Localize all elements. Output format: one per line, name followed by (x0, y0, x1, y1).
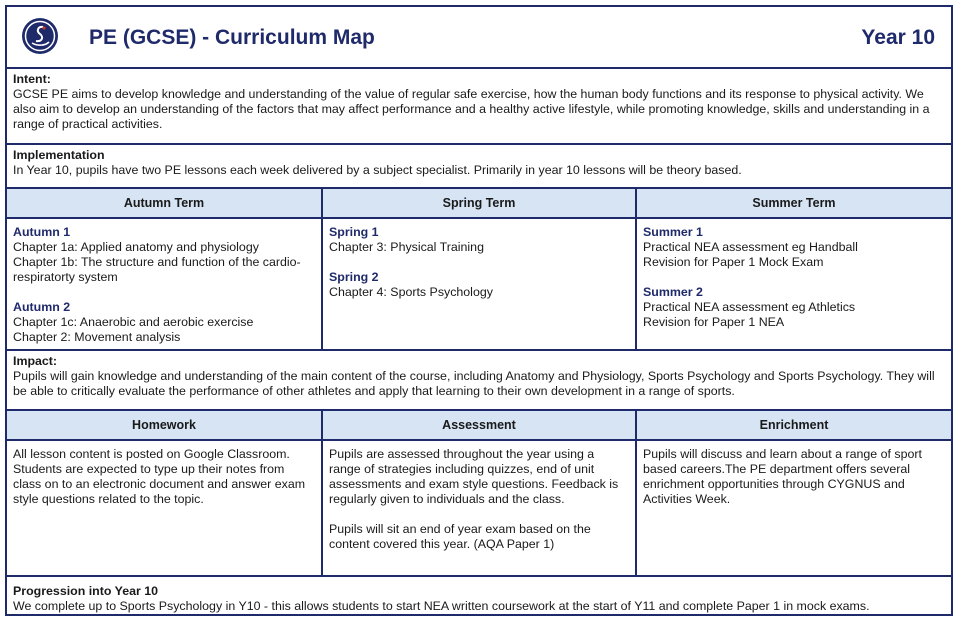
enrichment-heading: Enrichment (637, 411, 951, 439)
summer-2-line: Practical NEA assessment eg Athletics (643, 300, 856, 314)
impact-text: Pupils will gain knowledge and understanding of the main content of the course, including Anatomy and Physiology, Sports Psychology and Sports Psychology. They will be able to critically evaluate the performance of other athletes and apply that learning to their own development in a range of sports. (13, 369, 935, 398)
spring-1-title: Spring 1 (329, 225, 379, 239)
assessment-cell (323, 441, 635, 571)
spring-1-line: Chapter 3: Physical Training (329, 240, 484, 254)
assessment-text: Pupils are assessed throughout the year using a range of strategies including quizzes, end of unit assessments and exam style questions. Feedback is regularly given to individuals and the class. (329, 447, 619, 506)
page-title: PE (GCSE) - Curriculum Map (89, 26, 375, 49)
implementation-text: In Year 10, pupils have two PE lessons each week delivered by a subject specialist. Primarily in year 10 lessons will be theory based. (13, 163, 742, 177)
intent-text: GCSE PE aims to develop knowledge and understanding of the value of regular safe exercise, how the human body functions and its response to physical activity. We also aim to develop an understanding of the factors that may affect performance and a healthy active lifestyle, while promoting knowledge, skills and understanding in a range of practical activities. (13, 87, 930, 131)
impact-section (7, 351, 951, 409)
summer-1-title: Summer 1 (643, 225, 703, 239)
summer-2-line: Revision for Paper 1 NEA (643, 315, 785, 329)
intent-section (7, 69, 951, 143)
intent-label: Intent: (13, 72, 51, 86)
summer-1-line: Revision for Paper 1 Mock Exam (643, 255, 824, 269)
autumn-2-line: Chapter 1c: Anaerobic and aerobic exercise (13, 315, 254, 329)
autumn-1-title: Autumn 1 (13, 225, 71, 239)
homework-cell (7, 441, 321, 571)
enrichment-cell (637, 441, 951, 571)
swan-logo-icon (21, 17, 59, 55)
assessment-text: Pupils will sit an end of year exam based on the content covered this year. (AQA Paper 1) (329, 522, 591, 551)
implementation-section (7, 145, 951, 187)
year-label: Year 10 (861, 26, 935, 49)
spring-term-heading: Spring Term (323, 189, 635, 217)
page-header (7, 7, 951, 67)
summer-2-title: Summer 2 (643, 285, 703, 299)
autumn-term-heading: Autumn Term (7, 189, 321, 217)
progression-section (7, 577, 951, 616)
impact-label: Impact: (13, 354, 58, 368)
spring-2-line: Chapter 4: Sports Psychology (329, 285, 493, 299)
progression-text: We complete up to Sports Psychology in Y10 - this allows students to start NEA written coursework at the start of Y11 and complete Paper 1 in mock exams. (13, 599, 870, 613)
summer-term-cell (637, 219, 951, 349)
autumn-1-line: Chapter 1a: Applied anatomy and physiology (13, 240, 259, 254)
progression-label: Progression into Year 10 (13, 584, 159, 598)
spring-term-cell (323, 219, 635, 349)
autumn-2-line: Chapter 2: Movement analysis (13, 330, 181, 344)
assessment-heading: Assessment (323, 411, 635, 439)
autumn-term-cell (7, 219, 321, 349)
autumn-1-line: Chapter 1b: The structure and function of the cardio-respiratorty system (13, 255, 301, 284)
enrichment-text: Pupils will discuss and learn about a range of sport based careers.The PE department offers several enrichment opportunities through CYGNUS and Activities Week. (643, 447, 922, 506)
curriculum-map-page (5, 5, 953, 616)
summer-term-heading: Summer Term (637, 189, 951, 217)
autumn-2-title: Autumn 2 (13, 300, 71, 314)
homework-heading: Homework (7, 411, 321, 439)
implementation-label: Implementation (13, 148, 105, 162)
spring-2-title: Spring 2 (329, 270, 379, 284)
homework-text: All lesson content is posted on Google Classroom. Students are expected to type up their notes from class on to an electronic document and answer exam style questions related to the topic. (13, 447, 306, 506)
summer-1-line: Practical NEA assessment eg Handball (643, 240, 858, 254)
